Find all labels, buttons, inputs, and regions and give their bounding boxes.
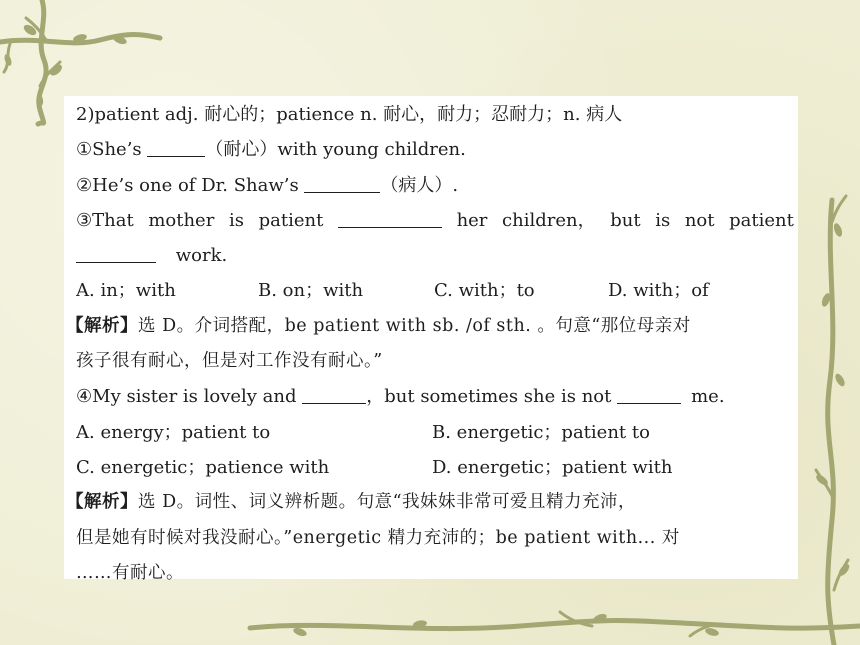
analysis-3-text-cont: 孩子很有耐心，但是对工作没有耐心。” [76, 351, 383, 372]
option-d: D. with；of [608, 280, 709, 302]
question-2-line [76, 168, 794, 203]
answer-blank-4 [76, 244, 156, 263]
option-b: B. energetic；patient to [432, 421, 650, 443]
analysis-4-line-1 [66, 485, 794, 520]
question-4-suffix: me. [691, 386, 725, 408]
question-3-word: patient [729, 209, 794, 231]
option-b: B. on；with [258, 280, 364, 302]
option-c: C. with；to [434, 280, 535, 302]
analysis-4-text-cont: 但是她有时候对我没耐心。”energetic 精力充沛的；be patient with... 对 [76, 527, 680, 548]
question-4-prefix: ④My sister is lovely and [76, 386, 303, 408]
analysis-3-line-1 [66, 309, 794, 344]
analysis-3-text: 选 D。介词搭配，be patient with sb. /of sth. 。句意“那位母亲对 [138, 315, 691, 336]
question-3-word: ③That [76, 209, 134, 231]
question-4-options-row-1 [76, 415, 794, 450]
question-3-word: patient [258, 209, 324, 231]
question-1-prefix: ①She’s [76, 139, 148, 161]
answer-blank-1 [147, 138, 205, 157]
question-4-options-row-2 [76, 450, 794, 485]
question-3-word: not [684, 209, 715, 231]
option-c: C. energetic；patience with [76, 456, 330, 478]
question-1-line [76, 132, 794, 167]
analysis-4-text-end: ……有耐心。 [76, 562, 184, 583]
question-3-word: but [610, 209, 641, 231]
option-a: A. in；with [76, 280, 176, 302]
answer-blank-6 [617, 385, 681, 404]
question-3-line [76, 203, 794, 238]
question-2-suffix: （病人）. [380, 174, 459, 196]
question-3-continued-line [76, 238, 794, 273]
question-4-middle: ，but sometimes she is not [366, 386, 618, 408]
analysis-3-line-2 [76, 344, 794, 379]
question-1-suffix: （耐心）with young children. [205, 139, 466, 161]
question-3-word: is [655, 209, 671, 231]
question-4-line [76, 379, 794, 414]
analysis-tag: 【解析】 [66, 315, 138, 336]
vocab-definition: 2)patient adj. 耐心的；patience n. 耐心，耐力；忍耐力；n. 病人 [76, 104, 623, 125]
analysis-4-line-3 [76, 556, 794, 591]
answer-blank-2 [304, 174, 380, 193]
option-d: D. energetic；patient with [432, 456, 673, 478]
analysis-4-line-2 [76, 521, 794, 556]
exercise-text [66, 97, 794, 591]
question-3-word: is [228, 209, 244, 231]
question-3-end: work. [175, 245, 228, 267]
analysis-tag: 【解析】 [66, 492, 138, 513]
analysis-4-text: 选 D。词性、词义辨析题。句意“我妹妹非常可爱且精力充沛， [138, 492, 637, 513]
vocab-definition-line [76, 97, 794, 132]
question-3-word: her [456, 209, 488, 231]
option-a: A. energy；patient to [76, 421, 271, 443]
question-3-options [76, 273, 794, 308]
answer-blank-5 [302, 385, 366, 404]
question-3-word: mother [148, 209, 215, 231]
question-2-prefix: ②He’s one of Dr. Shaw’s [76, 174, 305, 196]
question-3-word: children， [502, 209, 596, 231]
answer-blank-3 [338, 213, 442, 228]
